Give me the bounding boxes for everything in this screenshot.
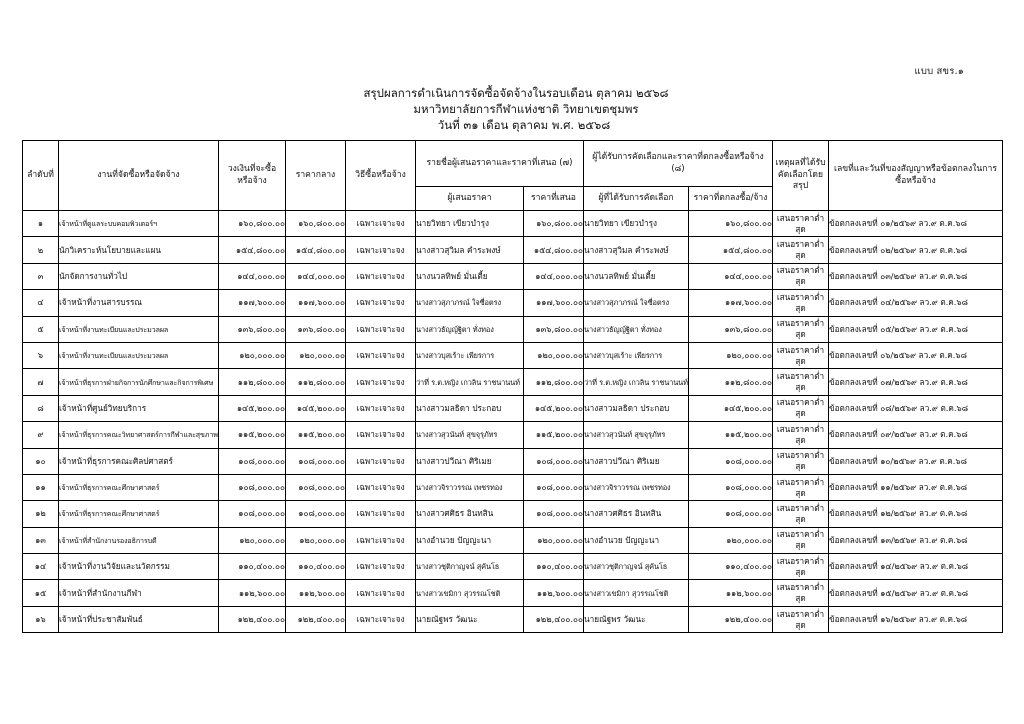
row-median-price: ๑๑๒,๖๐๐.๐๐ — [286, 580, 346, 606]
row-budget-amount: ๑๐๘,๐๐๐.๐๐ — [219, 448, 286, 474]
row-median-price: ๑๒๒,๔๐๐.๐๐ — [286, 606, 346, 632]
row-work-description: เจ้าหน้าที่งานทะเบียนและประมวลผล — [59, 316, 219, 342]
row-work-description: เจ้าหน้าที่สำนักงานรองอธิการบดี — [59, 527, 219, 553]
table-row — [23, 237, 1003, 263]
row-work-description: เจ้าหน้าที่ธุรการคณะศึกษาศาสตร์ — [59, 474, 219, 500]
row-selection-reason: เสนอราคาต่ำสุด — [773, 237, 829, 263]
row-bidder-name: นางนวลทิพย์ มั่นเตี้ย — [416, 263, 524, 289]
document-header — [0, 86, 1024, 133]
row-no: ๗ — [23, 369, 59, 395]
row-contract-number: ข้อตกลงเลขที่ ๐๑/๒๕๖๙ ลว.๙ ต.ค.๖๘ — [829, 211, 1003, 237]
row-bidder-name: นางสาวมลธิดา ประกอบ — [416, 395, 524, 421]
row-winner-price: ๑๒๐,๐๐๐.๐๐ — [689, 527, 773, 553]
col-header-winner-price: ราคาที่ตกลงซื้อ/จ้าง — [689, 187, 773, 211]
row-contract-number: ข้อตกลงเลขที่ ๑๓/๒๕๖๙ ลว.๙ ต.ค.๖๘ — [829, 527, 1003, 553]
col-header-work: งานที่จัดซื้อหรือจัดจ้าง — [59, 141, 219, 211]
row-median-price: ๑๑๗,๖๐๐.๐๐ — [286, 290, 346, 316]
table-row — [23, 263, 1003, 289]
row-winner-price: ๑๖๐,๘๐๐.๐๐ — [689, 211, 773, 237]
row-median-price: ๑๒๐,๐๐๐.๐๐ — [286, 527, 346, 553]
table-header — [23, 141, 1003, 211]
row-bidder-price: ๑๒๒,๔๐๐.๐๐ — [524, 606, 584, 632]
row-selection-reason: เสนอราคาต่ำสุด — [773, 448, 829, 474]
row-work-description: นักจัดการงานทั่วไป — [59, 263, 219, 289]
row-median-price: ๑๕๔,๘๐๐.๐๐ — [286, 237, 346, 263]
row-median-price: ๑๐๘,๐๐๐.๐๐ — [286, 474, 346, 500]
row-winner-price: ๑๔๔,๐๐๐.๐๐ — [689, 263, 773, 289]
row-work-description: เจ้าหน้าที่ธุรการคณะศิลปศาสตร์ — [59, 448, 219, 474]
row-bidder-price: ๑๑๗,๖๐๐.๐๐ — [524, 290, 584, 316]
row-purchase-method: เฉพาะเจาะจง — [346, 263, 416, 289]
row-no: ๑๖ — [23, 606, 59, 632]
row-no: ๘ — [23, 395, 59, 421]
row-winner-price: ๑๑๐,๔๐๐.๐๐ — [689, 554, 773, 580]
row-selection-reason: เสนอราคาต่ำสุด — [773, 501, 829, 527]
col-header-bidder-name: ผู้เสนอราคา — [416, 187, 524, 211]
row-budget-amount: ๑๑๕,๒๐๐.๐๐ — [219, 422, 286, 448]
row-bidder-price: ๑๐๘,๐๐๐.๐๐ — [524, 474, 584, 500]
col-header-winner-name: ผู้ที่ได้รับการคัดเลือก — [584, 187, 689, 211]
col-header-method: วิธีซื้อหรือจ้าง — [346, 141, 416, 211]
row-bidder-name: นางสาวสุวิมล คำระพงษ์ — [416, 237, 524, 263]
row-no: ๑๑ — [23, 474, 59, 500]
summary-table-container — [22, 140, 1002, 633]
row-bidder-price: ๑๒๐,๐๐๐.๐๐ — [524, 342, 584, 368]
row-median-price: ๑๐๘,๐๐๐.๐๐ — [286, 501, 346, 527]
row-median-price: ๑๔๕,๒๐๐.๐๐ — [286, 395, 346, 421]
row-purchase-method: เฉพาะเจาะจง — [346, 527, 416, 553]
row-purchase-method: เฉพาะเจาะจง — [346, 211, 416, 237]
row-work-description: เจ้าหน้าที่งานสารบรรณ — [59, 290, 219, 316]
row-bidder-name: นางสาวสุวนันท์ สุขจุรุภัทร — [416, 422, 524, 448]
row-contract-number: ข้อตกลงเลขที่ ๐๔/๒๕๖๙ ลว.๙ ต.ค.๖๘ — [829, 290, 1003, 316]
row-selection-reason: เสนอราคาต่ำสุด — [773, 369, 829, 395]
row-selection-reason: เสนอราคาต่ำสุด — [773, 527, 829, 553]
col-header-reason: เหตุผลที่ได้รับคัดเลือกโดยสรุป — [773, 141, 829, 211]
row-selection-reason: เสนอราคาต่ำสุด — [773, 263, 829, 289]
row-selection-reason: เสนอราคาต่ำสุด — [773, 580, 829, 606]
table-row — [23, 580, 1003, 606]
table-row — [23, 316, 1003, 342]
col-header-no: ลำดับที่ — [23, 141, 59, 211]
row-winner-price: ๑๕๔,๘๐๐.๐๐ — [689, 237, 773, 263]
col-header-budget: วงเงินที่จะซื้อหรือจ้าง — [219, 141, 286, 211]
row-contract-number: ข้อตกลงเลขที่ ๑๒/๒๕๖๙ ลว.๙ ต.ค.๖๘ — [829, 501, 1003, 527]
row-bidder-price: ๑๒๐,๐๐๐.๐๐ — [524, 527, 584, 553]
row-budget-amount: ๑๑๗,๖๐๐.๐๐ — [219, 290, 286, 316]
row-median-price: ๑๖๐,๘๐๐.๐๐ — [286, 211, 346, 237]
row-work-description: เจ้าหน้าที่งานวิจัยและนวัตกรรม — [59, 554, 219, 580]
row-winner-name: ว่าที่ ร.ต.หญิง เกวลิน ราชนานนท์ — [584, 369, 689, 395]
col-header-bidders-group: รายชื่อผู้เสนอราคาและราคาที่เสนอ (๗) — [416, 141, 584, 187]
row-budget-amount: ๑๒๒,๔๐๐.๐๐ — [219, 606, 286, 632]
row-selection-reason: เสนอราคาต่ำสุด — [773, 474, 829, 500]
row-budget-amount: ๑๓๖,๘๐๐.๐๐ — [219, 316, 286, 342]
row-purchase-method: เฉพาะเจาะจง — [346, 237, 416, 263]
row-purchase-method: เฉพาะเจาะจง — [346, 501, 416, 527]
row-median-price: ๑๐๘,๐๐๐.๐๐ — [286, 448, 346, 474]
row-work-description: เจ้าหน้าที่ประชาสัมพันธ์ — [59, 606, 219, 632]
row-work-description: นักวิเคราะห์นโยบายและแผน — [59, 237, 219, 263]
row-bidder-price: ๑๑๐,๔๐๐.๐๐ — [524, 554, 584, 580]
row-purchase-method: เฉพาะเจาะจง — [346, 342, 416, 368]
row-winner-name: นายวิทยา เขียวบำรุง — [584, 211, 689, 237]
row-winner-name: นางสาวสุภาภรณ์ ใจซื่อตรง — [584, 290, 689, 316]
row-bidder-price: ๑๕๔,๘๐๐.๐๐ — [524, 237, 584, 263]
col-header-median-price: ราคากลาง — [286, 141, 346, 211]
row-budget-amount: ๑๑๒,๖๐๐.๐๐ — [219, 580, 286, 606]
row-selection-reason: เสนอราคาต่ำสุด — [773, 554, 829, 580]
row-budget-amount: ๑๔๔,๐๐๐.๐๐ — [219, 263, 286, 289]
row-budget-amount: ๑๑๒,๘๐๐.๐๐ — [219, 369, 286, 395]
row-no: ๑ — [23, 211, 59, 237]
table-row — [23, 554, 1003, 580]
row-contract-number: ข้อตกลงเลขที่ ๐๒/๒๕๖๙ ลว.๙ ต.ค.๖๘ — [829, 237, 1003, 263]
row-bidder-price: ๑๖๐,๘๐๐.๐๐ — [524, 211, 584, 237]
row-purchase-method: เฉพาะเจาะจง — [346, 316, 416, 342]
row-winner-price: ๑๔๕,๒๐๐.๐๐ — [689, 395, 773, 421]
row-no: ๔ — [23, 290, 59, 316]
row-no: ๒ — [23, 237, 59, 263]
row-winner-price: ๑๒๒,๔๐๐.๐๐ — [689, 606, 773, 632]
row-selection-reason: เสนอราคาต่ำสุด — [773, 316, 829, 342]
row-winner-name: นางสาวบุสเร้าะ เพียรการ — [584, 342, 689, 368]
row-purchase-method: เฉพาะเจาะจง — [346, 580, 416, 606]
table-row — [23, 501, 1003, 527]
row-bidder-name: นางสาวจิราวรรณ เพชรทอง — [416, 474, 524, 500]
row-winner-price: ๑๐๘,๐๐๐.๐๐ — [689, 448, 773, 474]
table-row — [23, 448, 1003, 474]
row-budget-amount: ๑๔๕,๒๐๐.๐๐ — [219, 395, 286, 421]
row-purchase-method: เฉพาะเจาะจง — [346, 395, 416, 421]
row-bidder-price: ๑๐๘,๐๐๐.๐๐ — [524, 501, 584, 527]
row-bidder-price: ๑๓๖,๘๐๐.๐๐ — [524, 316, 584, 342]
row-winner-name: นางสาวศศิธร อินทสิน — [584, 501, 689, 527]
row-winner-name: นางสาวสุวิมล คำระพงษ์ — [584, 237, 689, 263]
col-header-contract: เลขที่และวันที่ของสัญญาหรือข้อตกลงในการซื้อหรือจ้าง — [829, 141, 1003, 211]
row-contract-number: ข้อตกลงเลขที่ ๐๗/๒๕๖๙ ลว.๙ ต.ค.๖๘ — [829, 369, 1003, 395]
row-contract-number: ข้อตกลงเลขที่ ๑๐/๒๕๖๙ ลว.๙ ต.ค.๖๘ — [829, 448, 1003, 474]
row-bidder-name: นางสาวสุภาภรณ์ ใจซื่อตรง — [416, 290, 524, 316]
row-bidder-price: ๑๑๒,๘๐๐.๐๐ — [524, 369, 584, 395]
form-code-label: แบบ สขร.๑ — [914, 66, 964, 77]
row-median-price: ๑๑๒,๘๐๐.๐๐ — [286, 369, 346, 395]
row-winner-name: นายณัฐพร วัฒนะ — [584, 606, 689, 632]
table-row — [23, 474, 1003, 500]
row-budget-amount: ๑๐๘,๐๐๐.๐๐ — [219, 501, 286, 527]
row-bidder-name: นางสาวชุติกาญจน์ สุคันโธ — [416, 554, 524, 580]
row-winner-name: นางอำนวย ปัญญะนา — [584, 527, 689, 553]
row-winner-name: นางสาวจิราวรรณ เพชรทอง — [584, 474, 689, 500]
row-selection-reason: เสนอราคาต่ำสุด — [773, 342, 829, 368]
row-winner-name: นางสาวสุวนันท์ สุขจุรุภัทร — [584, 422, 689, 448]
row-contract-number: ข้อตกลงเลขที่ ๑๕/๒๕๖๙ ลว.๙ ต.ค.๖๘ — [829, 580, 1003, 606]
row-winner-price: ๑๒๐,๐๐๐.๐๐ — [689, 342, 773, 368]
row-contract-number: ข้อตกลงเลขที่ ๑๖/๒๕๖๙ ลว.๙ ต.ค.๖๘ — [829, 606, 1003, 632]
row-work-description: เจ้าหน้าที่ธุรการฝ่ายกิจการนักศึกษาและกิจการพิเศษ — [59, 369, 219, 395]
row-contract-number: ข้อตกลงเลขที่ ๑๑/๒๕๖๙ ลว.๙ ต.ค.๖๘ — [829, 474, 1003, 500]
table-row — [23, 395, 1003, 421]
row-median-price: ๑๔๔,๐๐๐.๐๐ — [286, 263, 346, 289]
row-no: ๑๔ — [23, 554, 59, 580]
row-no: ๖ — [23, 342, 59, 368]
row-winner-name: นางนวลทิพย์ มั่นเตี้ย — [584, 263, 689, 289]
row-winner-price: ๑๑๗,๖๐๐.๐๐ — [689, 290, 773, 316]
row-purchase-method: เฉพาะเจาะจง — [346, 369, 416, 395]
table-row — [23, 527, 1003, 553]
row-work-description: เจ้าหน้าที่ธุรการคณะศึกษาศาสตร์ — [59, 501, 219, 527]
row-work-description: เจ้าหน้าที่งานทะเบียนและประมวลผล — [59, 342, 219, 368]
row-no: ๙ — [23, 422, 59, 448]
organization-name: มหาวิทยาลัยการกีฬาแห่งชาติ วิทยาเขตชุมพร — [413, 102, 639, 116]
row-winner-name: นางสาวเขมิกา สุวรรณโชติ — [584, 580, 689, 606]
row-no: ๑๒ — [23, 501, 59, 527]
row-work-description: เจ้าหน้าที่ธุรการคณะวิทยาศาสตร์การกีฬาและสุขภาพ — [59, 422, 219, 448]
row-work-description: เจ้าหน้าที่ศูนย์วิทยบริการ — [59, 395, 219, 421]
table-row — [23, 211, 1003, 237]
row-contract-number: ข้อตกลงเลขที่ ๑๔/๒๕๖๙ ลว.๙ ต.ค.๖๘ — [829, 554, 1003, 580]
row-work-description: เจ้าหน้าที่สำนักงานกีฬา — [59, 580, 219, 606]
row-median-price: ๑๓๖,๘๐๐.๐๐ — [286, 316, 346, 342]
row-bidder-price: ๑๔๕,๒๐๐.๐๐ — [524, 395, 584, 421]
row-purchase-method: เฉพาะเจาะจง — [346, 448, 416, 474]
row-contract-number: ข้อตกลงเลขที่ ๐๘/๒๕๖๙ ลว.๙ ต.ค.๖๘ — [829, 395, 1003, 421]
row-budget-amount: ๑๒๐,๐๐๐.๐๐ — [219, 527, 286, 553]
row-work-description: เจ้าหน้าที่ดูแลระบบคอมพิวเตอร์ฯ — [59, 211, 219, 237]
row-selection-reason: เสนอราคาต่ำสุด — [773, 422, 829, 448]
row-bidder-name: นางอำนวย ปัญญะนา — [416, 527, 524, 553]
row-purchase-method: เฉพาะเจาะจง — [346, 606, 416, 632]
row-purchase-method: เฉพาะเจาะจง — [346, 474, 416, 500]
row-selection-reason: เสนอราคาต่ำสุด — [773, 211, 829, 237]
row-winner-price: ๑๐๘,๐๐๐.๐๐ — [689, 474, 773, 500]
row-purchase-method: เฉพาะเจาะจง — [346, 422, 416, 448]
row-bidder-name: นางสาวธัญญ์ฐิตา ทั่งทอง — [416, 316, 524, 342]
row-winner-price: ๑๑๕,๒๐๐.๐๐ — [689, 422, 773, 448]
col-header-bidder-price: ราคาที่เสนอ — [524, 187, 584, 211]
row-purchase-method: เฉพาะเจาะจง — [346, 554, 416, 580]
row-budget-amount: ๑๒๐,๐๐๐.๐๐ — [219, 342, 286, 368]
row-contract-number: ข้อตกลงเลขที่ ๐๓/๒๕๖๙ ลว.๙ ต.ค.๖๘ — [829, 263, 1003, 289]
row-winner-price: ๑๐๘,๐๐๐.๐๐ — [689, 501, 773, 527]
row-winner-name: นางสาวชุติกาญจน์ สุคันโธ — [584, 554, 689, 580]
row-winner-name: นางสาวธัญญ์ฐิตา ทั่งทอง — [584, 316, 689, 342]
row-median-price: ๑๒๐,๐๐๐.๐๐ — [286, 342, 346, 368]
row-purchase-method: เฉพาะเจาะจง — [346, 290, 416, 316]
table-row — [23, 290, 1003, 316]
table-row — [23, 342, 1003, 368]
col-header-winner-group: ผู้ได้รับการคัดเลือกและราคาที่ตกลงซื้อหรือจ้าง (๘) — [584, 141, 773, 187]
row-winner-price: ๑๑๒,๖๐๐.๐๐ — [689, 580, 773, 606]
row-budget-amount: ๑๕๔,๘๐๐.๐๐ — [219, 237, 286, 263]
row-median-price: ๑๑๕,๒๐๐.๐๐ — [286, 422, 346, 448]
row-contract-number: ข้อตกลงเลขที่ ๐๙/๒๕๖๙ ลว.๙ ต.ค.๖๘ — [829, 422, 1003, 448]
row-bidder-price: ๑๑๒,๖๐๐.๐๐ — [524, 580, 584, 606]
row-no: ๕ — [23, 316, 59, 342]
row-budget-amount: ๑๑๐,๔๐๐.๐๐ — [219, 554, 286, 580]
row-winner-price: ๑๑๒,๘๐๐.๐๐ — [689, 369, 773, 395]
row-winner-price: ๑๓๖,๘๐๐.๐๐ — [689, 316, 773, 342]
row-contract-number: ข้อตกลงเลขที่ ๐๕/๒๕๖๙ ลว.๙ ต.ค.๖๘ — [829, 316, 1003, 342]
procurement-summary-table — [22, 140, 1003, 633]
row-budget-amount: ๑๖๐,๘๐๐.๐๐ — [219, 211, 286, 237]
row-bidder-name: นางสาวปวีณา ศิริเมย — [416, 448, 524, 474]
row-selection-reason: เสนอราคาต่ำสุด — [773, 395, 829, 421]
row-bidder-price: ๑๑๕,๒๐๐.๐๐ — [524, 422, 584, 448]
row-bidder-name: นางสาวเขมิกา สุวรรณโชติ — [416, 580, 524, 606]
row-bidder-name: นายวิทยา เขียวบำรุง — [416, 211, 524, 237]
row-bidder-price: ๑๐๘,๐๐๐.๐๐ — [524, 448, 584, 474]
row-bidder-name: นางสาวบุสเร้าะ เพียรการ — [416, 342, 524, 368]
row-median-price: ๑๑๐,๔๐๐.๐๐ — [286, 554, 346, 580]
row-selection-reason: เสนอราคาต่ำสุด — [773, 606, 829, 632]
row-bidder-name: นายณัฐพร วัฒนะ — [416, 606, 524, 632]
row-no: ๑๓ — [23, 527, 59, 553]
row-budget-amount: ๑๐๘,๐๐๐.๐๐ — [219, 474, 286, 500]
table-row — [23, 422, 1003, 448]
table-body — [23, 211, 1003, 633]
row-winner-name: นางสาวปวีณา ศิริเมย — [584, 448, 689, 474]
table-row — [23, 606, 1003, 632]
row-bidder-name: ว่าที่ ร.ต.หญิง เกวลิน ราชนานนท์ — [416, 369, 524, 395]
row-bidder-price: ๑๔๔,๐๐๐.๐๐ — [524, 263, 584, 289]
document-title: สรุปผลการดำเนินการจัดซื้อจัดจ้างในรอบเดือน ตุลาคม ๒๕๖๘ — [363, 86, 669, 100]
row-contract-number: ข้อตกลงเลขที่ ๐๖/๒๕๖๙ ลว.๙ ต.ค.๖๘ — [829, 342, 1003, 368]
table-row — [23, 369, 1003, 395]
report-date: วันที่ ๓๑ เดือน ตุลาคม พ.ศ. ๒๕๖๘ — [437, 118, 611, 132]
row-no: ๓ — [23, 263, 59, 289]
row-no: ๑๐ — [23, 448, 59, 474]
row-selection-reason: เสนอราคาต่ำสุด — [773, 290, 829, 316]
row-winner-name: นางสาวมลธิดา ประกอบ — [584, 395, 689, 421]
row-no: ๑๕ — [23, 580, 59, 606]
row-bidder-name: นางสาวศศิธร อินทสิน — [416, 501, 524, 527]
